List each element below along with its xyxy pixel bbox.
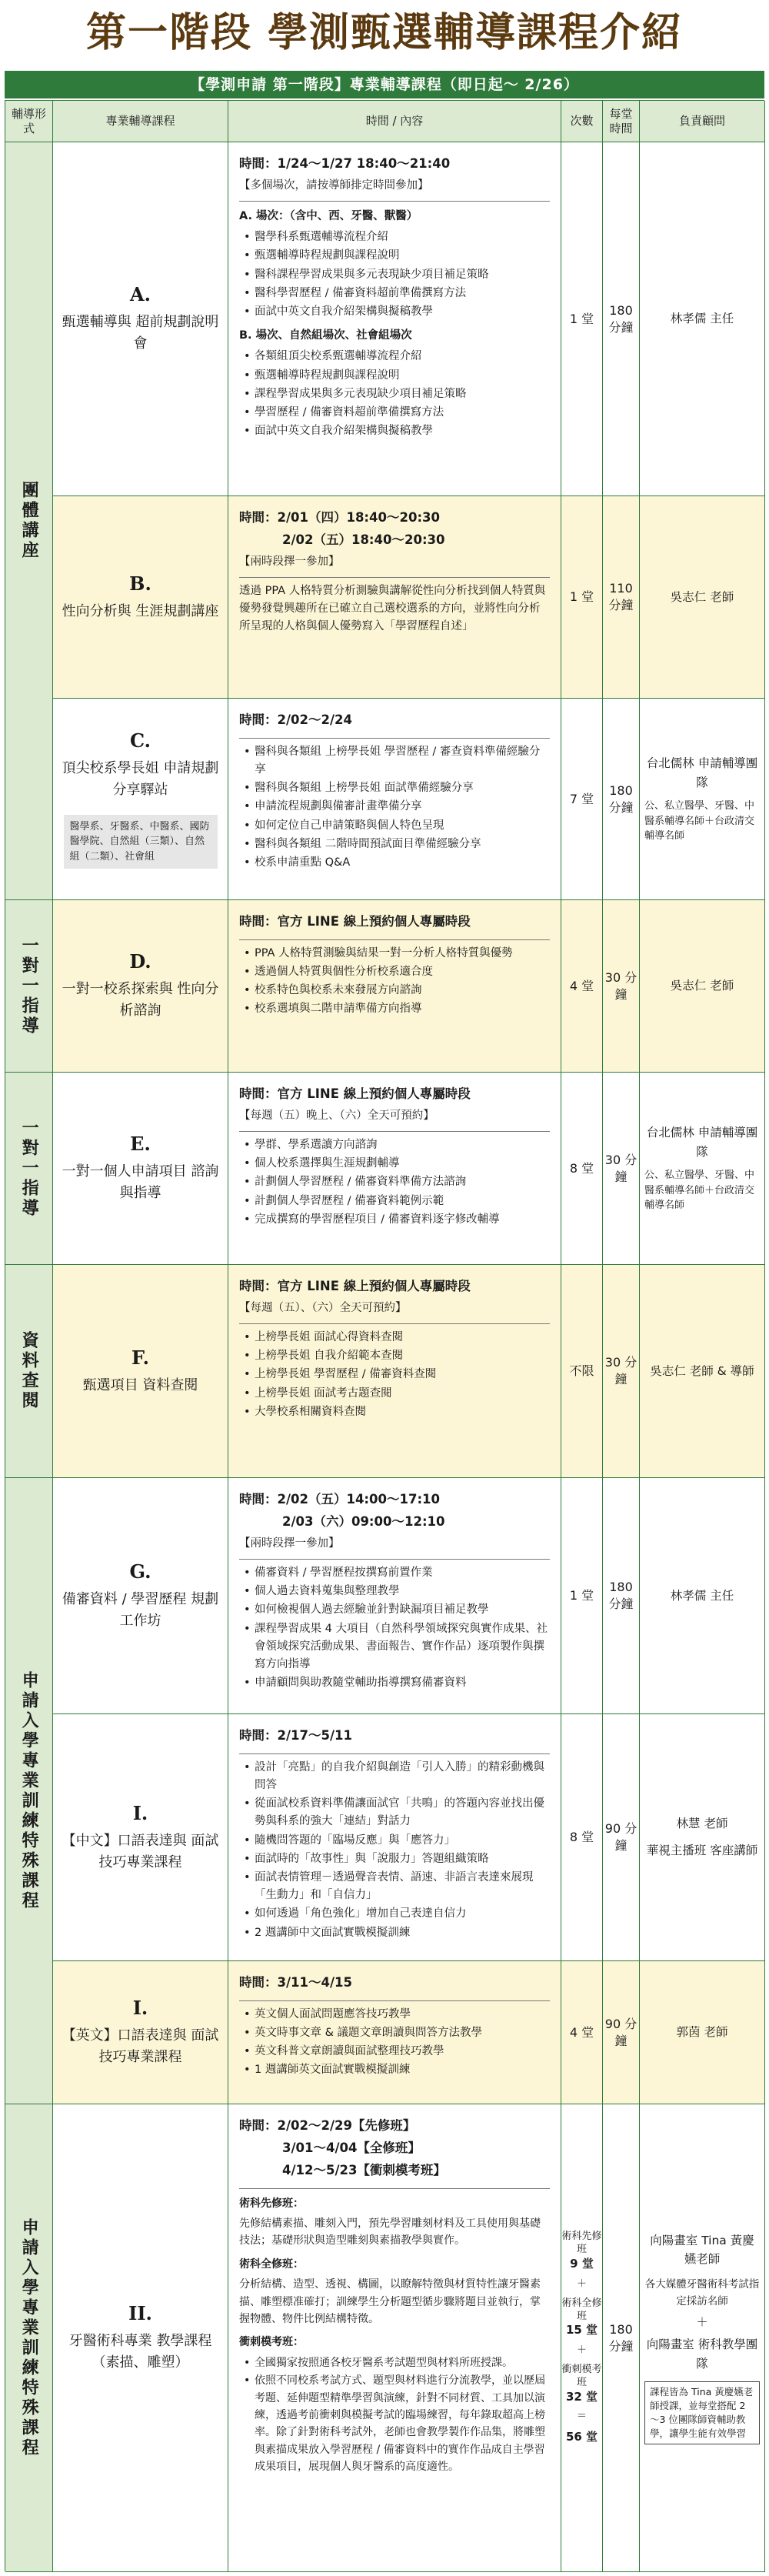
course-time: 時間：3/11～4/15 bbox=[239, 1975, 352, 1990]
sessions-label: 術科先修班 bbox=[561, 2231, 602, 2256]
session-minutes: 180 分鐘 bbox=[603, 2104, 640, 2572]
category-group: 團體講座 bbox=[5, 142, 53, 900]
list-item: • 學習歷程 / 備審資料超前準備撰寫方法 bbox=[255, 404, 550, 422]
advisor: 吳志仁 老師 bbox=[640, 496, 765, 699]
category-one-on-one-2: 一對一指導 bbox=[5, 1073, 53, 1265]
course-name: 性向分析與 生涯規劃講座 bbox=[62, 602, 219, 619]
sessions-count: 8 堂 bbox=[561, 1073, 603, 1265]
list-item: • 課程學習成果 4 大項目（自然科學領域探究與實作成果、社會領域探究活動成果、書面報告、實作作品）逐項製作與撰寫方向指導 bbox=[255, 1620, 550, 1674]
course-note: 【每週（五）、（六）全天可預約】 bbox=[239, 1301, 407, 1314]
divider bbox=[239, 939, 550, 940]
divider bbox=[239, 1131, 550, 1132]
item-list bbox=[239, 2006, 550, 2080]
course-note: 【兩時段擇一參加】 bbox=[239, 555, 340, 568]
list-item: • 2 週講師中文面試實戰模擬訓練 bbox=[255, 1924, 550, 1942]
sessions-count: 15 堂 bbox=[565, 2323, 598, 2337]
course-letter: A. bbox=[130, 283, 151, 306]
list-item: • 面試時的「故事性」與「說服力」答題組織策略 bbox=[255, 1850, 550, 1868]
item-list bbox=[239, 1759, 550, 1942]
list-item: • 校系選填與二階申請準備方向指導 bbox=[255, 1000, 550, 1018]
section-title: A. 場次：（含中、西、牙醫、獸醫） bbox=[239, 210, 418, 223]
course-letter: F. bbox=[131, 1346, 149, 1369]
sessions-label: 衝刺模考班 bbox=[561, 2363, 602, 2388]
category-training-2: 申請入學專業訓練特殊課程 bbox=[5, 2104, 53, 2572]
session-minutes: 180 分鐘 bbox=[603, 142, 640, 496]
list-item: • 醫科與各類組 上榜學長姐 學習歷程 / 審查資料準備經驗分享 bbox=[255, 743, 550, 779]
course-i-chinese-content bbox=[228, 1714, 561, 1961]
divider bbox=[239, 577, 550, 578]
advisor: 吳志仁 老師 & 導師 bbox=[640, 1265, 765, 1478]
list-item: • 申請流程規劃與備審計畫準備分享 bbox=[255, 798, 550, 816]
list-item: • 面試中英文自我介紹架構與擬稿教學 bbox=[255, 303, 550, 321]
list-item: • 申請顧問與助教隨堂輔助指導撰寫備審資料 bbox=[255, 1674, 550, 1692]
course-time: 時間：2/01（四）18:40～20:30 bbox=[239, 510, 441, 525]
course-time: 時間：2/02（五）14:00～17:10 bbox=[239, 1492, 441, 1507]
course-time-2: 2/02（五）18:40～20:30 bbox=[282, 532, 445, 547]
course-c bbox=[53, 699, 228, 900]
divider bbox=[239, 2188, 550, 2189]
list-item: • 個人過去資料蒐集與整理教學 bbox=[255, 1583, 550, 1600]
list-item: • 面試表情管理－透過聲音表情、語速、非語言表達來展現「生動力」和「自信力」 bbox=[255, 1869, 550, 1904]
course-f-content bbox=[228, 1265, 561, 1478]
session-minutes: 90 分鐘 bbox=[603, 1961, 640, 2104]
divider bbox=[239, 201, 550, 202]
course-time: 時間：官方 LINE 線上預約個人專屬時段 bbox=[239, 914, 471, 929]
list-item: • 如何透過「角色強化」增加自己表達自信力 bbox=[255, 1905, 550, 1923]
course-c-content bbox=[228, 699, 561, 900]
course-time-3: 4/12～5/23【衝刺模考班】 bbox=[282, 2162, 446, 2177]
course-ii-content bbox=[228, 2104, 561, 2572]
session-minutes: 110 分鐘 bbox=[603, 496, 640, 699]
course-a-content bbox=[228, 142, 561, 496]
session-minutes: 30 分鐘 bbox=[603, 900, 640, 1073]
list-item: • 完成撰寫的學習歷程項目 / 備審資料逐字修改輔導 bbox=[255, 1211, 550, 1229]
header-time: 時間 / 內容 bbox=[228, 101, 561, 142]
advisor-cell bbox=[640, 1073, 765, 1265]
divider bbox=[239, 2000, 550, 2001]
header-sessions: 次數 bbox=[561, 101, 603, 142]
sessions-total: 56 堂 bbox=[565, 2430, 598, 2444]
section-text: 分析結構、造型、透視、構圖，以瞭解特徵與材質特性讓牙醫素描、雕塑標准確打；訓練學生分析題型循步驟將題目並執行，掌握物體、物件比例結構特徵。 bbox=[239, 2278, 541, 2325]
list-item: • 醫科課程學習成果與多元表現缺少項目補足策略 bbox=[255, 266, 550, 284]
equals-sign: ＝ bbox=[576, 2411, 587, 2423]
course-time: 時間：2/17～5/11 bbox=[239, 1728, 352, 1743]
course-b bbox=[53, 496, 228, 699]
course-name: 【英文】口語表達與 面試技巧專業課程 bbox=[62, 2027, 219, 2065]
divider bbox=[239, 1753, 550, 1754]
list-item: • PPA 人格特質測驗與結果一對一分析人格特質與優勢 bbox=[255, 945, 550, 963]
course-name: 備審資料 / 學習歷程 規劃工作坊 bbox=[62, 1590, 219, 1629]
course-letter: B. bbox=[129, 572, 151, 595]
course-name: 一對一校系探索與 性向分析諮詢 bbox=[62, 981, 219, 1019]
course-e-content bbox=[228, 1073, 561, 1265]
list-item: • 上榜學長姐 面試考古題查閱 bbox=[255, 1385, 550, 1403]
course-name: 頂尖校系學長姐 申請規劃分享驛站 bbox=[62, 759, 219, 798]
sessions-count: 7 堂 bbox=[561, 699, 603, 900]
list-item: • 從面試校系資料準備讓面試官「共鳴」的答題內容並找出優勢與科系的強大「連結」對話力 bbox=[255, 1795, 550, 1830]
section-text: 先修結構素描、雕刻入門，預先學習雕刻材料及工具使用與基礎技法；基礎形狀與造型雕刻與素描教學與實作。 bbox=[239, 2217, 541, 2247]
advisor-note: 公、私立醫學、牙醫、中醫系輔導名師＋台政清交輔導名師 bbox=[644, 800, 755, 843]
item-list bbox=[239, 945, 550, 1019]
list-item: • 課程學習成果與多元表現缺少項目補足策略 bbox=[255, 385, 550, 403]
advisor: 台北儒林 申請輔導團隊 bbox=[646, 756, 758, 790]
course-b-content bbox=[228, 496, 561, 699]
course-time: 時間：2/02～2/24 bbox=[239, 712, 352, 727]
course-note: 【每週（五）晚上、（六）全天可預約】 bbox=[239, 1109, 434, 1122]
list-item: • 計劃個人學習歷程 / 備審資料準備方法諮詢 bbox=[255, 1173, 550, 1191]
advisor: 吳志仁 老師 bbox=[640, 900, 765, 1073]
list-item: • 校系申請重點 Q&A bbox=[255, 854, 550, 872]
divider bbox=[239, 738, 550, 739]
header-form: 輔導形式 bbox=[5, 101, 53, 142]
list-item: • 英文個人面試問題應答技巧教學 bbox=[255, 2006, 550, 2024]
sessions-count: 1 堂 bbox=[561, 1478, 603, 1714]
section-title: 衝刺模考班： bbox=[239, 2336, 304, 2349]
list-item: • 全國獨家按照通各校牙醫系考試題型與材料所班授課。 bbox=[255, 2354, 550, 2371]
course-a bbox=[53, 142, 228, 496]
course-letter: D. bbox=[129, 950, 151, 973]
session-minutes: 90 分鐘 bbox=[603, 1714, 640, 1961]
course-name: 甄選輔導與 超前規劃說明會 bbox=[62, 314, 219, 352]
advisor-cell bbox=[640, 2104, 765, 2572]
list-item: • 甄選輔導時程規劃與課程說明 bbox=[255, 367, 550, 385]
list-item: • 如何檢視個人過去經驗並針對缺漏項目補足教學 bbox=[255, 1601, 550, 1619]
list-item: • 個人校系選擇與生涯規劃輔導 bbox=[255, 1155, 550, 1173]
advisor-box-note: 課程皆為 Tina 黃慶嬿老師授課，並每堂搭配 2～3 位團隊師資輔助教學，讓學生能有效學習 bbox=[644, 2381, 760, 2445]
course-time: 時間：2/02～2/29【先修班】 bbox=[239, 2118, 416, 2133]
sessions-count: 不限 bbox=[561, 1265, 603, 1478]
list-item: • 英文時事文章 & 議題文章朗讀與問答方法教學 bbox=[255, 2024, 550, 2042]
category-training: 申請入學專業訓練特殊課程 bbox=[5, 1478, 53, 2104]
header-per-session: 每堂時間 bbox=[603, 101, 640, 142]
course-ii bbox=[53, 2104, 228, 2572]
list-item: • 醫科與各類組 上榜學長姐 面試準備經驗分享 bbox=[255, 779, 550, 797]
list-item: • 校系特色與校系未來發展方向諮詢 bbox=[255, 982, 550, 999]
course-g-content bbox=[228, 1478, 561, 1714]
session-minutes: 180 分鐘 bbox=[603, 1478, 640, 1714]
list-item: • 英文科普文章朗讀與面試整理技巧教學 bbox=[255, 2043, 550, 2060]
item-list bbox=[239, 229, 550, 321]
list-item: • 醫科學習歷程 / 備審資料超前準備撰寫方法 bbox=[255, 285, 550, 302]
course-letter: II. bbox=[128, 2302, 152, 2325]
section-title: 術科全修班： bbox=[239, 2257, 304, 2271]
course-i-english-content bbox=[228, 1961, 561, 2104]
list-item: • 學群、學系選讀方向諮詢 bbox=[255, 1136, 550, 1154]
course-letter: C. bbox=[129, 729, 151, 752]
list-item: • 上榜學長姐 學習歷程 / 備審資料查閱 bbox=[255, 1366, 550, 1383]
advisor-note: 公、私立醫學、牙醫、中醫系輔導名師＋台政清交輔導名師 bbox=[644, 1170, 755, 1212]
sessions-count: 9 堂 bbox=[570, 2257, 594, 2271]
advisor: 林孝儒 主任 bbox=[640, 1478, 765, 1714]
plus-sign: ＋ bbox=[576, 2277, 587, 2290]
list-item: • 如何定位自己申請策略與個人特色呈現 bbox=[255, 817, 550, 835]
header-advisor: 負責顧問 bbox=[640, 101, 765, 142]
list-item: • 上榜學長姐 自我介紹範本查閱 bbox=[255, 1347, 550, 1365]
section-title: B. 場次、自然組場次、社會組場次 bbox=[239, 329, 412, 342]
divider bbox=[239, 1323, 550, 1324]
advisor: 台北儒林 申請輔導團隊 bbox=[646, 1126, 758, 1160]
course-name: 【中文】口語表達與 面試技巧專業課程 bbox=[62, 1832, 219, 1870]
item-list bbox=[239, 1329, 550, 1421]
item-list bbox=[239, 743, 550, 872]
course-note: 【多個場次，請按導師排定時間參加】 bbox=[239, 179, 429, 192]
list-item: • 醫學科系甄選輔導流程介紹 bbox=[255, 229, 550, 246]
advisor: 向陽畫室 Tina 黃慶嬿老師 bbox=[650, 2233, 754, 2267]
course-name: 一對一個人申請項目 諮詢與指導 bbox=[62, 1163, 219, 1201]
course-g bbox=[53, 1478, 228, 1714]
item-list bbox=[239, 348, 550, 440]
course-time: 時間：官方 LINE 線上預約個人專屬時段 bbox=[239, 1279, 471, 1293]
sessions-count: 1 堂 bbox=[561, 496, 603, 699]
plus-sign: ＋ bbox=[576, 2344, 587, 2356]
list-item: • 設計「亮點」的自我介紹與創造「引人入勝」的精彩動機與問答 bbox=[255, 1759, 550, 1794]
course-letter: I. bbox=[132, 1997, 148, 2020]
list-item: • 備審資料 / 學習歷程按撰寫前置作業 bbox=[255, 1564, 550, 1582]
sessions-count: 4 堂 bbox=[561, 900, 603, 1073]
session-minutes: 180 分鐘 bbox=[603, 699, 640, 900]
session-minutes: 30 分鐘 bbox=[603, 1073, 640, 1265]
item-list bbox=[239, 1564, 550, 1692]
advisor-cell bbox=[640, 1714, 765, 1961]
course-i-english bbox=[53, 1961, 228, 2104]
item-list bbox=[239, 2354, 550, 2476]
list-item: • 各類組頂尖校系甄選輔導流程介紹 bbox=[255, 348, 550, 365]
course-letter: I. bbox=[132, 1801, 148, 1824]
advisor-cell bbox=[640, 699, 765, 900]
list-item: • 隨機問答題的「臨場反應」與「應答力」 bbox=[255, 1832, 550, 1850]
course-f bbox=[53, 1265, 228, 1478]
list-item: • 上榜學長姐 面試心得資料查閱 bbox=[255, 1329, 550, 1346]
session-minutes: 30 分鐘 bbox=[603, 1265, 640, 1478]
section-title: 術科先修班： bbox=[239, 2197, 304, 2210]
advisor: 郭茵 老師 bbox=[640, 1961, 765, 2104]
course-name: 牙醫術科專業 教學課程 （素描、雕塑） bbox=[68, 2333, 212, 2371]
advisor-note: 各大媒體牙醫術科考試指定採訪名師 bbox=[644, 2278, 760, 2307]
item-list bbox=[239, 1136, 550, 1229]
category-consult: 資料查閱 bbox=[5, 1265, 53, 1478]
course-e bbox=[53, 1073, 228, 1265]
list-item: • 1 週講師英文面試實戰模擬訓練 bbox=[255, 2061, 550, 2079]
sessions-count: 32 堂 bbox=[565, 2389, 598, 2404]
course-time-2: 3/01～4/04【全修班】 bbox=[282, 2140, 421, 2155]
course-letter: E. bbox=[130, 1133, 151, 1156]
course-time-2: 2/03（六）09:00～12:10 bbox=[282, 1513, 445, 1529]
course-note: 【兩時段擇一參加】 bbox=[239, 1537, 340, 1550]
list-item: • 醫科與各類組 二階時間預試面目準備經驗分享 bbox=[255, 836, 550, 853]
course-i-chinese bbox=[53, 1714, 228, 1961]
sessions-count: 4 堂 bbox=[561, 1961, 603, 2104]
advisor: 林孝儒 主任 bbox=[640, 142, 765, 496]
sessions-label: 術科全修班 bbox=[561, 2297, 602, 2322]
divider bbox=[239, 1559, 550, 1560]
course-tag: 醫學系、牙醫系、中醫系、國防醫學院、自然組（三類）、自然組（二類）、社會組 bbox=[64, 815, 218, 869]
section-banner: 【學測申請 第一階段】專業輔導課程（即日起～ 2/26） bbox=[5, 71, 764, 98]
course-letter: G. bbox=[129, 1560, 151, 1583]
course-name: 甄選項目 資料查閱 bbox=[82, 1376, 198, 1393]
header-course: 專業輔導課程 bbox=[53, 101, 228, 142]
advisor: 林慧 老師 bbox=[676, 1817, 728, 1831]
course-d bbox=[53, 900, 228, 1073]
list-item: • 計劃個人學習歷程 / 備審資料範例示範 bbox=[255, 1193, 550, 1210]
page-title: 第一階段 學測甄選輔導課程介紹 bbox=[85, 10, 684, 56]
list-item: • 面試中英文自我介紹架構與擬稿教學 bbox=[255, 422, 550, 440]
course-time: 時間：官方 LINE 線上預約個人專屬時段 bbox=[239, 1086, 471, 1101]
advisor-title: 華視主播班 客座講師 bbox=[646, 1844, 758, 1857]
plus-sign: ＋ bbox=[696, 2315, 708, 2330]
category-one-on-one: 一對一指導 bbox=[5, 900, 53, 1073]
course-d-content bbox=[228, 900, 561, 1073]
advisor-team: 向陽畫室 術科教學團隊 bbox=[646, 2337, 758, 2371]
sessions-count: 1 堂 bbox=[561, 142, 603, 496]
course-table bbox=[5, 100, 764, 2571]
list-item: • 大學校系相關資料查閱 bbox=[255, 1403, 550, 1421]
sessions-breakdown bbox=[561, 2104, 603, 2572]
list-item: • 透過個人特質與個性分析校系適合度 bbox=[255, 963, 550, 981]
sessions-count: 8 堂 bbox=[561, 1714, 603, 1961]
course-description: 透過 PPA 人格特質分析測驗與講解從性向分析找到個人特質與優勢發覺興趣所在已確立自己選校選系的方向，並將性向分析所呈現的人格與個人優勢寫入「學習歷程自述」 bbox=[239, 584, 546, 633]
course-time: 時間：1/24～1/27 18:40～21:40 bbox=[239, 156, 451, 171]
list-item: • 依照不同校系考試方式、題型與材料進行分流教學，並以歷屆考題、延伸題型精準學習與演練，針對不同材質、工具加以演練，透過考前衝刺與模擬考試的臨場練習，每年錄取超高上榜率。除了針對術科考試外，老師也會教學製作作品集，將雕塑與素描成果放入學習歷程 / 備審資料中的實作作品成自主學習成果項目，展現個人與牙醫系的高度適性。 bbox=[255, 2372, 550, 2475]
list-item: • 甄選輔導時程規劃與課程說明 bbox=[255, 247, 550, 265]
